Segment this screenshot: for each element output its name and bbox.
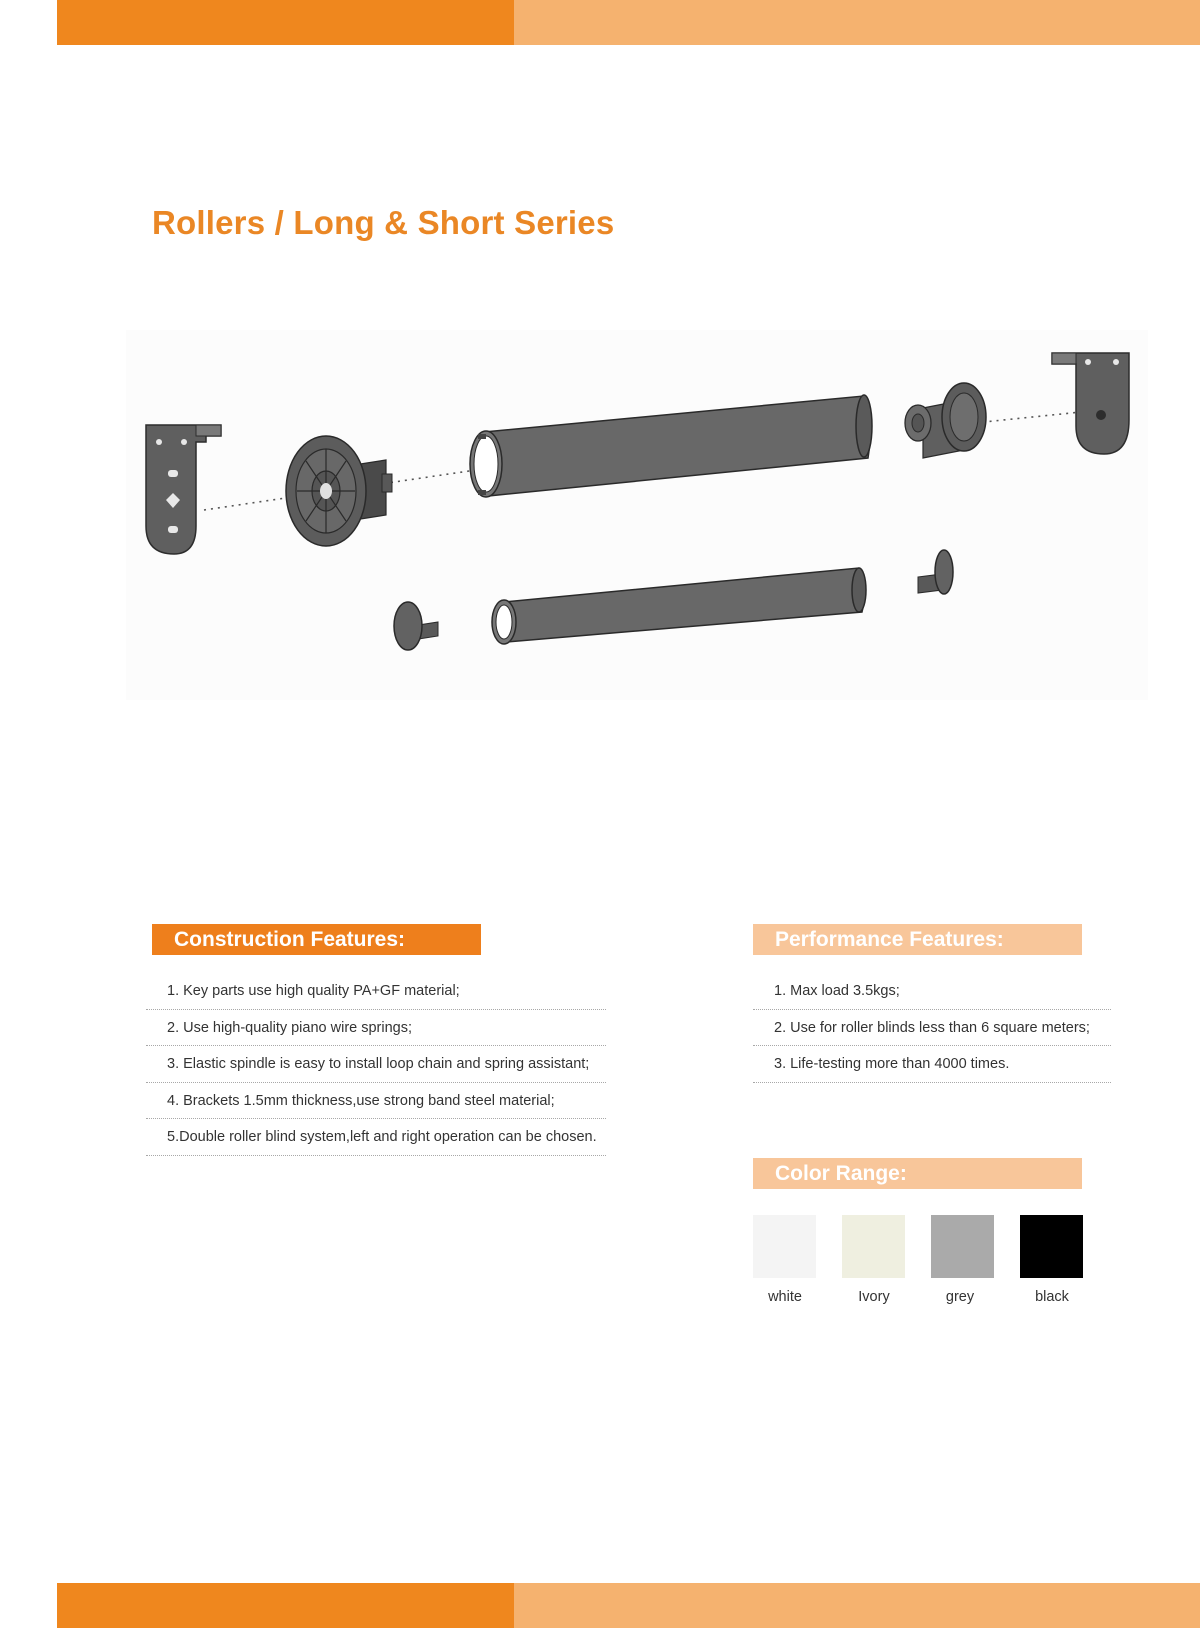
color-swatches [753, 1215, 1083, 1315]
list-item: 5.Double roller blind system,left and right operation can be chosen. [146, 1119, 606, 1156]
page-title: Rollers / Long & Short Series [152, 204, 615, 241]
construction-features-header: Construction Features: [152, 924, 481, 955]
long-tube-icon [470, 395, 872, 497]
list-item: 1. Max load 3.5kgs; [753, 973, 1111, 1010]
swatch-white [753, 1215, 816, 1278]
list-item: 2. Use high-quality piano wire springs; [146, 1010, 606, 1047]
top-accent-bar [57, 0, 1200, 45]
list-item: 4. Brackets 1.5mm thickness,use strong band steel material; [146, 1083, 606, 1120]
bottom-accent-bar [57, 1583, 1200, 1628]
idle-end-plug-icon [905, 383, 986, 458]
construction-features-list [146, 973, 606, 1156]
bottom-accent-bar-light [514, 1583, 1200, 1628]
top-accent-bar-light [514, 0, 1200, 45]
swatch-label-white: white [768, 1289, 802, 1305]
swatch-ivory [842, 1215, 905, 1278]
roller-parts-diagram [126, 330, 1148, 700]
top-accent-bar-dark [57, 0, 514, 45]
swatch-label-grey: grey [945, 1289, 975, 1305]
list-item: 1. Key parts use high quality PA+GF material; [146, 973, 606, 1010]
swatch-black [1020, 1215, 1083, 1278]
color-range-header: Color Range: [753, 1158, 1082, 1189]
end-cap-left-icon [394, 602, 438, 650]
short-tube-icon [492, 568, 866, 644]
swatch-label-black: black [1035, 1289, 1069, 1305]
exploded-view-illustration [126, 330, 1148, 700]
clutch-end-plug-icon [286, 436, 392, 546]
list-item: 2. Use for roller blinds less than 6 square meters; [753, 1010, 1111, 1047]
right-bracket-icon [1052, 353, 1129, 454]
end-cap-right-icon [918, 550, 953, 594]
performance-features-list [753, 973, 1111, 1083]
bottom-accent-bar-dark [57, 1583, 514, 1628]
swatch-label-ivory: Ivory [858, 1289, 890, 1305]
list-item: 3. Elastic spindle is easy to install loop chain and spring assistant; [146, 1046, 606, 1083]
performance-features-header: Performance Features: [753, 924, 1082, 955]
left-bracket-icon [146, 425, 221, 554]
swatch-grey [931, 1215, 994, 1278]
list-item: 3. Life-testing more than 4000 times. [753, 1046, 1111, 1083]
